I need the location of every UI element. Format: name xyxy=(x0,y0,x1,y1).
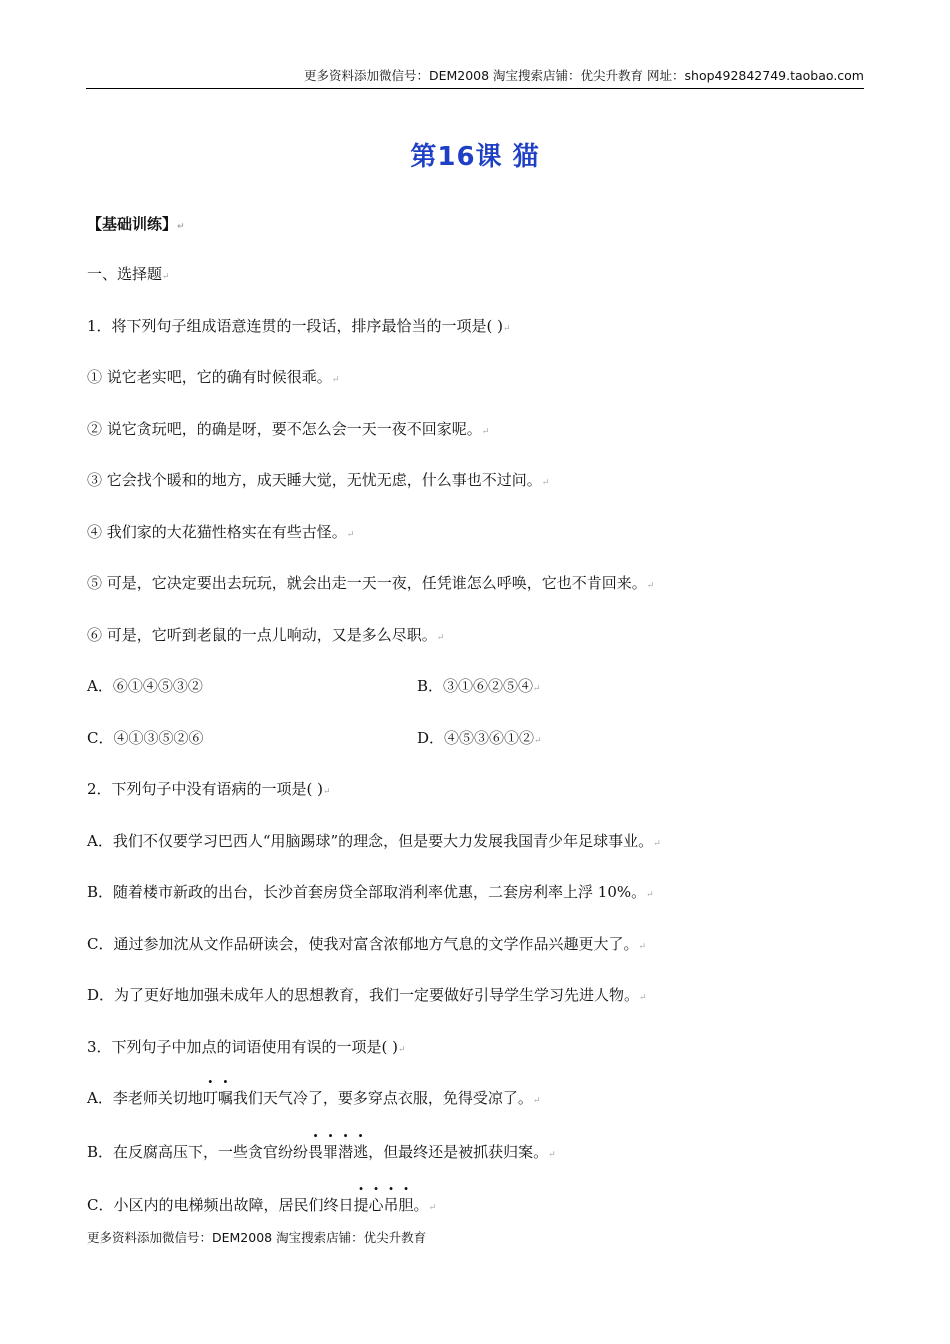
q1-option-b-text: B．③①⑥②⑤④ xyxy=(417,677,534,695)
question-3-stem: 3．下列句子中加点的词语使用有误的一项是( )↵ xyxy=(87,1038,406,1056)
q1-s6-text: ⑥ 可是，它听到老鼠的一点儿响动，又是多么尽职。 xyxy=(87,626,437,644)
question-1-option-d[interactable]: D．④⑤③⑥①②↵ xyxy=(417,729,542,747)
question-1-option-a[interactable] xyxy=(87,676,203,696)
part-label: 一、选择题↵ xyxy=(87,265,170,283)
q1-s3-text: ③ 它会找个暖和的地方，成天睡大觉，无忧无虑，什么事也不过问。 xyxy=(87,471,542,489)
q3-option-c-dotted-word: 提心吊胆 xyxy=(353,1196,414,1214)
header-text: 更多资料添加微信号：DEM2008 淘宝搜索店铺：优尖升教育 网址：shop492842749.taobao.com xyxy=(303,68,864,83)
question-2-option-d[interactable]: D．为了更好地加强未成年人的思想教育，我们一定要做好引导学生学习先进人物。↵ xyxy=(87,986,647,1004)
q1-stem-text: 1．将下列句子组成语意连贯的一段话，排序最恰当的一项是( ) xyxy=(87,317,504,335)
page-footer xyxy=(87,1228,426,1246)
q1-s5-text: ⑤ 可是，它决定要出去玩玩，就会出走一天一夜，任凭谁怎么呼唤，它也不肯回来。 xyxy=(87,574,647,592)
q1-s4-text: ④ 我们家的大花猫性格实在有些古怪。 xyxy=(87,523,347,541)
q3-option-b-prefix: B．在反腐高压下，一些贪官纷纷 xyxy=(87,1143,309,1161)
question-3-option-a[interactable]: A．李老师关切地叮嘱我们天气冷了，要多穿点衣服，免得受凉了。↵ xyxy=(87,1089,541,1107)
footer-text: 更多资料添加微信号：DEM2008 淘宝搜索店铺：优尖升教育 xyxy=(87,1230,427,1245)
question-1-sentence-2: ② 说它贪玩吧，的确是呀，要不怎么会一天一夜不回家呢。↵ xyxy=(87,420,490,438)
question-2-stem: 2．下列句子中没有语病的一项是( )↵ xyxy=(87,780,331,798)
q2-option-d-text: D．为了更好地加强未成年人的思想教育，我们一定要做好引导学生学习先进人物。 xyxy=(87,986,640,1004)
q3-option-a-suffix: 我们天气冷了，要多穿点衣服，免得受凉了。 xyxy=(232,1089,533,1107)
section-label: 【基础训练】↵ xyxy=(87,215,185,233)
question-2-option-b[interactable]: B．随着楼市新政的出台，长沙首套房贷全部取消利率优惠，二套房利率上浮 10%。↵ xyxy=(87,883,654,901)
question-1-option-b[interactable]: B．③①⑥②⑤④↵ xyxy=(417,677,541,695)
part-label-text: 一、选择题 xyxy=(87,265,163,283)
question-3-option-c[interactable]: C．小区内的电梯频出故障，居民们终日提心吊胆。↵ xyxy=(87,1196,437,1214)
question-1-sentence-4: ④ 我们家的大花猫性格实在有些古怪。↵ xyxy=(87,523,355,541)
q3-option-c-prefix: C．小区内的电梯频出故障，居民们终日 xyxy=(87,1196,354,1214)
question-3-option-b[interactable]: B．在反腐高压下，一些贪官纷纷畏罪潜逃，但最终还是被抓获归案。↵ xyxy=(87,1143,556,1161)
question-2-option-a[interactable]: A．我们不仅要学习巴西人“用脑踢球”的理念，但是要大力发展我国青少年足球事业。↵ xyxy=(87,832,661,850)
q1-s1-text: ① 说它老实吧，它的确有时候很乖。 xyxy=(87,368,332,386)
q1-option-a-text: A．⑥①④⑤③② xyxy=(87,677,203,695)
page-title: 第16课 猫 xyxy=(410,142,540,172)
q3-option-a-prefix: A．李老师关切地 xyxy=(87,1089,203,1107)
q3-option-a-dotted-word: 叮嘱 xyxy=(202,1089,233,1107)
question-2-option-c[interactable]: C．通过参加沈从文作品研读会，使我对富含浓郁地方气息的文学作品兴趣更大了。↵ xyxy=(87,935,647,953)
q2-option-b-text: B．随着楼市新政的出台，长沙首套房贷全部取消利率优惠，二套房利率上浮 10%。 xyxy=(87,883,647,901)
q1-option-c-text: C．④①③⑤②⑥ xyxy=(87,729,204,747)
question-1-sentence-1: ① 说它老实吧，它的确有时候很乖。↵ xyxy=(87,368,340,386)
q3-stem-text: 3．下列句子中加点的词语使用有误的一项是( ) xyxy=(87,1038,399,1056)
q2-option-c-text: C．通过参加沈从文作品研读会，使我对富含浓郁地方气息的文学作品兴趣更大了。 xyxy=(87,935,639,953)
q3-option-b-dotted-word: 畏罪潜逃 xyxy=(308,1143,369,1161)
question-1-option-c[interactable] xyxy=(87,728,203,748)
q2-stem-text: 2．下列句子中没有语病的一项是( ) xyxy=(87,780,324,798)
q3-option-b-suffix: ，但最终还是被抓获归案。 xyxy=(368,1143,549,1161)
q2-option-a-text: A．我们不仅要学习巴西人“用脑踢球”的理念，但是要大力发展我国青少年足球事业。 xyxy=(87,832,654,850)
q1-s2-text: ② 说它贪玩吧，的确是呀，要不怎么会一天一夜不回家呢。 xyxy=(87,420,482,438)
q1-option-d-text: D．④⑤③⑥①② xyxy=(417,729,535,747)
q3-option-c-suffix: 。 xyxy=(413,1196,429,1214)
section-label-text: 【基础训练】 xyxy=(87,215,178,233)
page-header xyxy=(86,66,864,89)
question-1-stem: 1．将下列句子组成语意连贯的一段话，排序最恰当的一项是( )↵ xyxy=(87,317,511,335)
question-1-sentence-5: ⑤ 可是，它决定要出去玩玩，就会出走一天一夜，任凭谁怎么呼唤，它也不肯回来。↵ xyxy=(87,574,655,592)
question-1-sentence-6: ⑥ 可是，它听到老鼠的一点儿响动，又是多么尽职。↵ xyxy=(87,626,445,644)
question-1-sentence-3: ③ 它会找个暖和的地方，成天睡大觉，无忧无虑，什么事也不过问。↵ xyxy=(87,471,550,489)
